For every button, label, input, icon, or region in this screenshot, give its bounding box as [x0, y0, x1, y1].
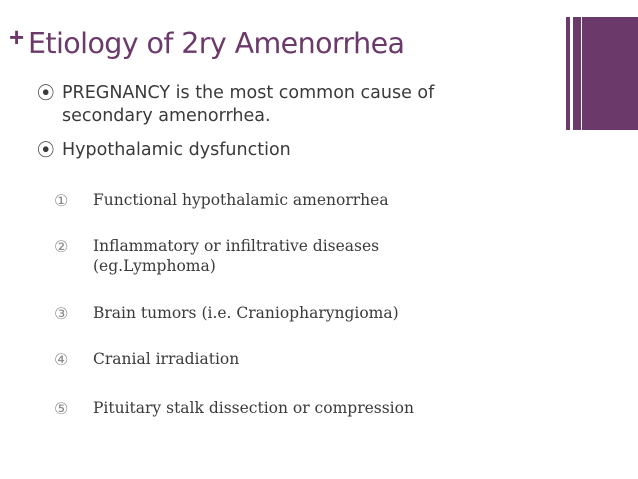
decorative-bar — [582, 17, 638, 130]
list-number: ② — [54, 237, 69, 256]
bullet-text: Hypothalamic dysfunction — [62, 140, 291, 160]
list-item-text: Inflammatory or infiltrative diseases — [93, 237, 380, 255]
decorative-bar — [566, 17, 570, 130]
target-bullet-icon: ⦿ — [37, 84, 55, 104]
list-item-text: Brain tumors (i.e. Craniopharyngioma) — [93, 304, 399, 322]
list-number: ⑤ — [54, 399, 69, 418]
plus-mark: + — [9, 22, 25, 52]
list-item-text: Pituitary stalk dissection or compression — [93, 399, 414, 417]
list-item-text: Cranial irradiation — [93, 350, 240, 368]
list-item-text: (eg.Lymphoma) — [93, 257, 216, 275]
target-bullet-icon: ⦿ — [37, 141, 55, 161]
bullet-text: secondary amenorrhea. — [62, 106, 271, 126]
list-number: ① — [54, 191, 69, 210]
list-number: ④ — [54, 350, 69, 369]
list-item-text: Functional hypothalamic amenorrhea — [93, 191, 389, 209]
list-number: ③ — [54, 304, 69, 323]
slide-title: Etiology of 2ry Amenorrhea — [28, 27, 405, 60]
bullet-text: PREGNANCY is the most common cause of — [62, 83, 435, 103]
decorative-bar — [573, 17, 581, 130]
